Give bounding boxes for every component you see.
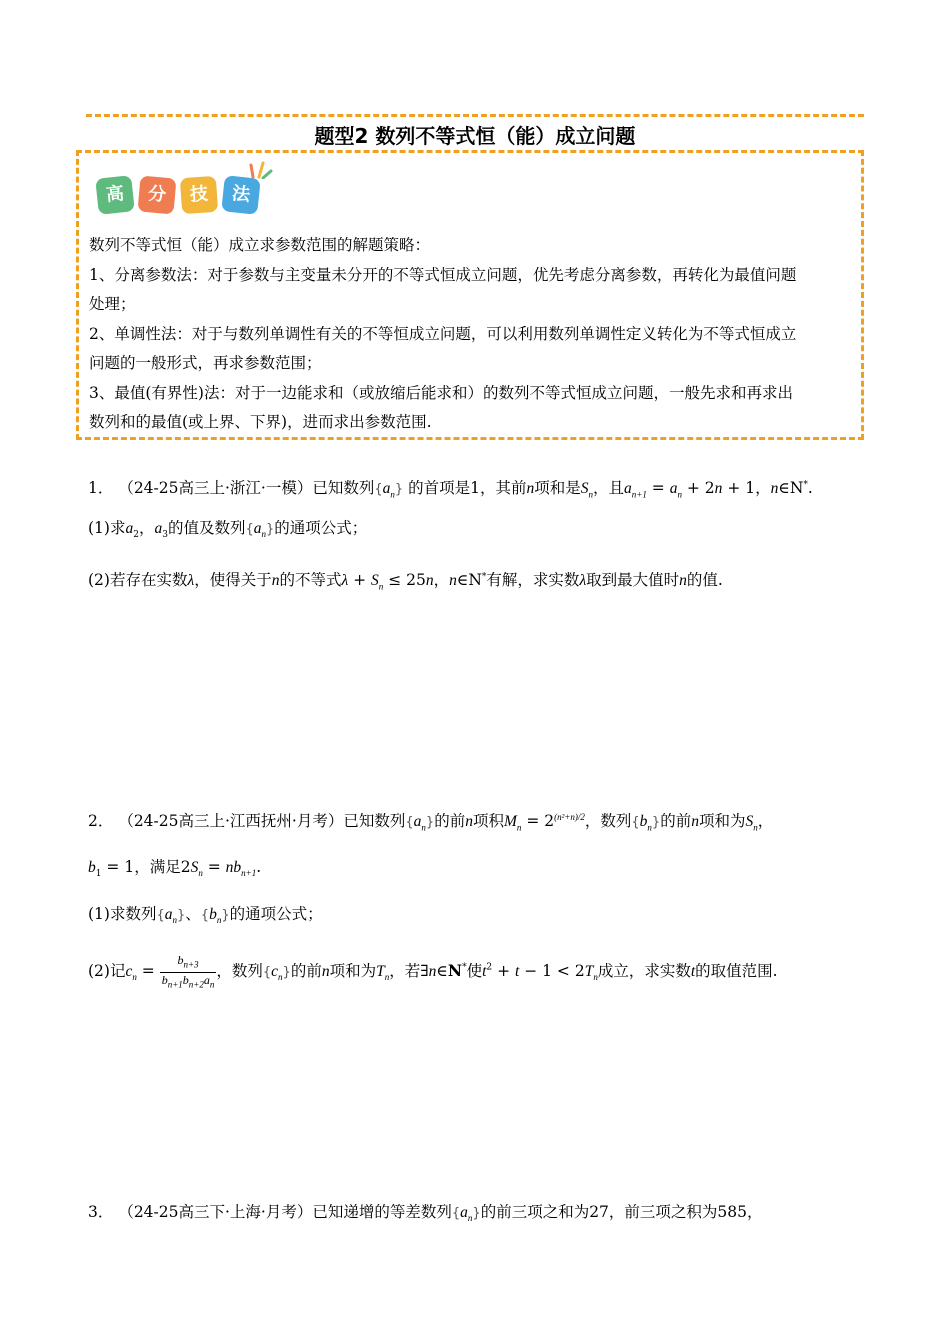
q3-num: 3． bbox=[88, 1203, 114, 1221]
method-intro: 数列不等式恒（能）成立求参数范围的解题策略： bbox=[89, 236, 431, 254]
q2-text-2: 的前 bbox=[434, 812, 466, 831]
method-p1a: 1、分离参数法：对于参数与主变量未分开的不等式恒成立问题，优先考虑分离参数，再转化为最值问题 bbox=[89, 265, 797, 284]
q1-text-3: 项和是 bbox=[534, 479, 581, 498]
q2-sub1c: 的通项公式； bbox=[229, 905, 323, 924]
q2-sub2g: 成立，求实数 bbox=[597, 962, 691, 981]
q2-num: 2． bbox=[88, 812, 114, 831]
q2-sub1b: 、 bbox=[185, 905, 201, 924]
q1-text-4: ，且 bbox=[593, 479, 625, 498]
method-p2a: 2、单调性法：对于与数列单调性有关的不等恒成立问题，可以利用数列单调性定义转化为不等式恒成立 bbox=[89, 324, 797, 343]
q1-sub2c: 的不等式 bbox=[279, 571, 342, 590]
q2-source: （24-25高三上·江西抚州·月考） bbox=[118, 812, 344, 831]
q1-sub2d: 有解，求实数 bbox=[486, 571, 580, 590]
q1-sub2e: 取到最大值时 bbox=[586, 571, 680, 590]
method-p1b: 处理； bbox=[89, 295, 136, 313]
q2-sub2b: ，数列 bbox=[216, 962, 263, 981]
q1-sub1c: 的通项公式； bbox=[274, 519, 368, 538]
q2-text-3: 项积 bbox=[472, 812, 504, 831]
q1-sub1: (1)求 bbox=[88, 519, 126, 538]
q3-source: （24-25高三下·上海·月考） bbox=[118, 1203, 313, 1221]
badge-char-2: 分 bbox=[137, 175, 176, 214]
q2-sub1: (1)求数列 bbox=[88, 905, 157, 924]
q3-text-2: 的前三项之和为27，前三项之积为585， bbox=[480, 1203, 763, 1221]
q2-sub2e: ，若 bbox=[389, 962, 421, 981]
q1-sub2: (2)若存在实数 bbox=[88, 571, 188, 590]
method-box bbox=[76, 150, 864, 440]
method-text bbox=[89, 231, 853, 438]
q1-num: 1． bbox=[88, 479, 114, 498]
q2-sub2: (2)记 bbox=[88, 962, 126, 981]
badge-char-4: 法 bbox=[221, 175, 261, 215]
sparkle-icon bbox=[247, 159, 273, 179]
badge-char-3: 技 bbox=[180, 176, 218, 214]
q1-sub2f: 的值. bbox=[686, 571, 723, 590]
question-3: 3． （24-25高三下·上海·月考）已知递增的等差数列$\{a_n\}$的前三项之和为27，前三项之积为585， bbox=[88, 1203, 763, 1224]
q2-sub2f: 使 bbox=[466, 962, 483, 981]
q1-text-1: 已知数列 bbox=[312, 479, 375, 498]
q2-sub2c: 的前 bbox=[290, 962, 322, 981]
q3-text-1: 已知递增的等差数列 bbox=[312, 1203, 452, 1221]
q2-text-5: 的前 bbox=[660, 812, 692, 831]
q2-text-6: 项和为 bbox=[698, 812, 746, 831]
q2-text-4: ，数列 bbox=[584, 812, 632, 831]
cn-fraction: $\frac{b_{n+3}}{b_{n+1}b_{n+2}a_n}$ bbox=[161, 953, 215, 990]
q2-line2: ，满足 bbox=[134, 858, 181, 877]
question-1: 1． （24-25高三上·浙江·一模）已知数列$\{a_n\}$ 的首项是1，其前n项和是$S_n$，且$a_{n+1} = a_n + 2n + 1$，n∈N*. (1)求$a_2$，$a_3$的值及数列$\{a_n\}$的通项公式； (2)若存在实数λ，使得关于n的不等式$\lambda + S_n \le 25n$，n∈N*有解，求实数λ取到最大值时n的值. bbox=[88, 479, 813, 592]
method-p3a: 3、最值(有界性)法：对于一边能求和（或放缩后能求和）的数列不等式恒成立问题，一般先求和再求出 bbox=[89, 383, 793, 402]
method-p2b: 问题的一般形式，再求参数范围； bbox=[89, 354, 322, 372]
q1-source: （24-25高三上·浙江·一模） bbox=[118, 479, 313, 498]
q1-sub2b: ，使得关于 bbox=[194, 571, 272, 590]
q1-sub1b: 的值及数列 bbox=[167, 519, 246, 538]
question-2: 2． （24-25高三上·江西抚州·月考）已知数列$\{a_n\}$的前n项积$M_n = 2^{(n^2+n)/2}$，数列$\{b_n\}$的前n项和为$S_n$， $b_1 = 1$，满足$2S_n = nb_{n+1}$. (1)求数列$\{a_n\}$、$\{b_n\}$的通项公式； (2)记$c_n$ = $\frac{b_{n+3}}{b_{n+1}b_{n+2}a_n}$ ，数列$\{c_n\}$的前n项和为$T_n$，若∃n∈N*使$t^2 + t - 1 < 2T_n$成立，求实数t的取值范围. bbox=[88, 812, 778, 990]
badge-char-1: 高 bbox=[95, 175, 135, 215]
q2-sub2h: 的取值范围. bbox=[695, 962, 778, 981]
q2-sub2d: 项和为 bbox=[329, 962, 377, 981]
section-title: 题型2 数列不等式恒（能）成立问题 bbox=[86, 114, 864, 150]
q1-text-2: 的首项是1，其前 bbox=[408, 479, 527, 498]
method-p3b: 数列和的最值(或上界、下界)，进而求出参数范围. bbox=[89, 413, 432, 431]
q2-text-1: 已知数列 bbox=[343, 812, 406, 831]
